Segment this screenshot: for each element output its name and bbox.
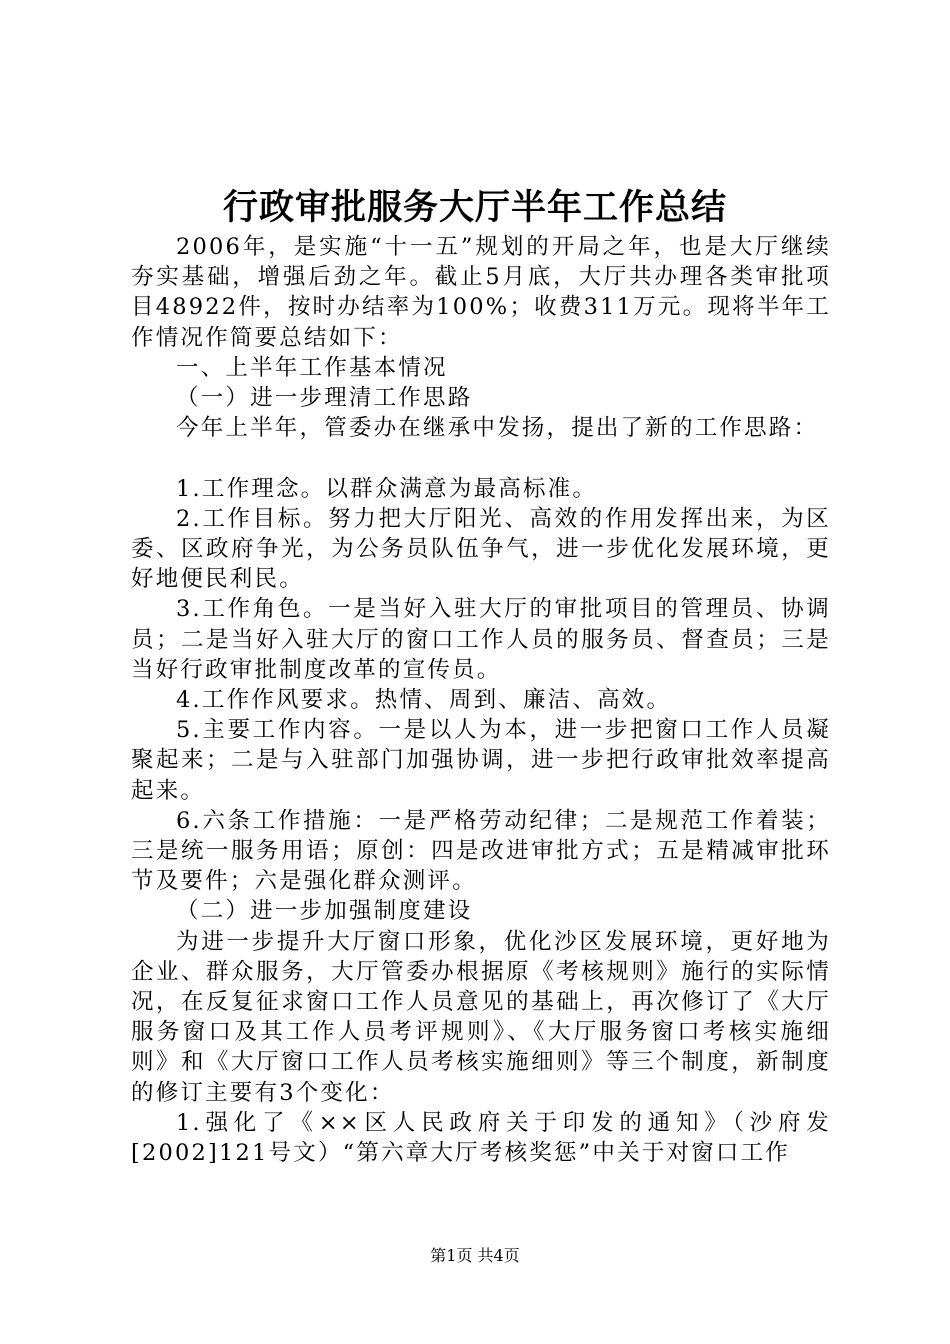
document-title: 行政审批服务大厅半年工作总结 [222,187,727,228]
page-footer: 第1页 共4页 [430,1246,520,1265]
list-item-change-1: 1.强化了《××区人民政府关于印发的通知》（沙府发[2002]121号文）“第六章大厅考核奖惩”中关于对窗口工作 [131,1109,831,1167]
intro-paragraph: 2006年，是实施“十一五”规划的开局之年，也是大厅继续夯实基础，增强后劲之年。截止5月底，大厅共办理各类审批项目48922件，按时办结率为100%；收费311万元。现将半年工作情况作简要总结如下： [131,234,831,351]
subsection-heading-1: （一）进一步理清工作思路 [176,385,473,412]
body-paragraph: 为进一步提升大厅窗口形象，优化沙区发展环境，更好地为企业、群众服务，大厅管委办根据原《考核规则》施行的实际情况，在反复征求窗口工作人员意见的基础上，再次修订了《大厅服务窗口及其工作人员考评规则》、《大厅服务窗口考核实施细则》和《大厅窗口工作人员考核实施细则》等三个制度，新制度的修订主要有3个变化： [131,928,831,1106]
section-heading-1: 一、上半年工作基本情况 [176,354,448,381]
list-item-3: 3.工作角色。一是当好入驻大厅的审批项目的管理员、协调员；二是当好入驻大厅的窗口工作人员的服务员、督查员；三是当好行政审批制度改革的宣传员。 [131,596,831,683]
list-item-4: 4.工作作风要求。热情、周到、廉洁、高效。 [176,687,672,714]
list-item-6: 6.六条工作措施：一是严格劳动纪律；二是规范工作着装；三是统一服务用语；原创：四是改进审批方式；五是精减审批环节及要件；六是强化群众测评。 [131,807,831,895]
list-item-5: 5.主要工作内容。一是以人为本，进一步把窗口工作人员凝聚起来；二是与入驻部门加强协调，进一步把行政审批效率提高起来。 [131,717,831,804]
blank-line [131,443,831,473]
body-paragraph: 今年上半年，管委办在继承中发扬，提出了新的工作思路： [176,415,819,442]
document-body [131,232,831,1168]
list-item-1: 1.工作理念。以群众满意为最高标准。 [176,475,598,502]
subsection-heading-2: （二）进一步加强制度建设 [176,898,473,925]
list-item-2: 2.工作目标。努力把大厅阳光、高效的作用发挥出来，为区委、区政府争光，为公务员队伍争气，进一步优化发展环境，更好地便民利民。 [131,505,831,593]
